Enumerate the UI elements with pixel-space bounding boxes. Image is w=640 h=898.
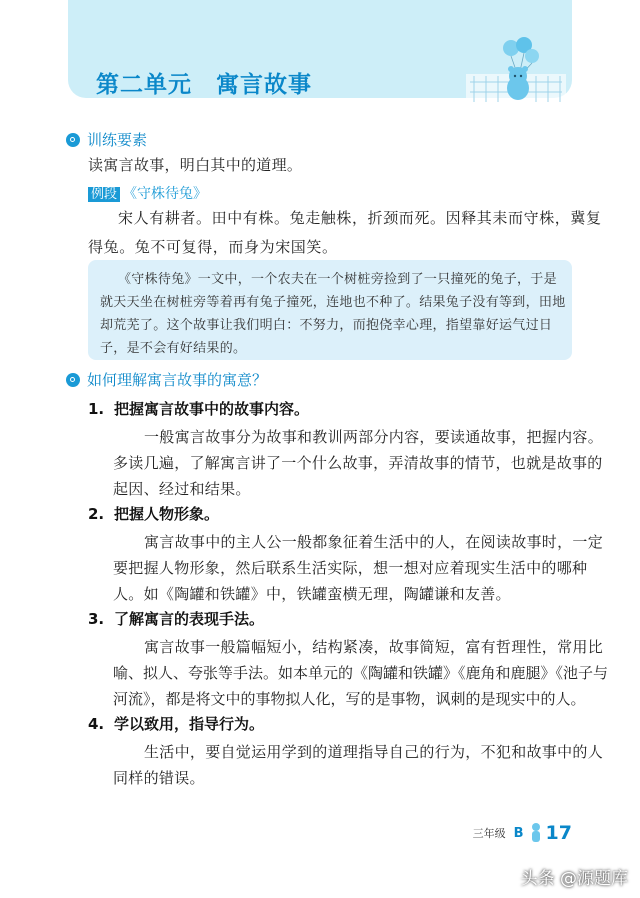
- point-text-line: 人。如《陶罐和铁罐》中，铁罐蛮横无理，陶罐谦和友善。: [113, 585, 511, 603]
- point-number: 4.: [88, 715, 105, 733]
- explanation-line: 《守株待兔》一文中，一个农夫在一个树桩旁捡到了一只撞死的兔子，于是: [118, 272, 557, 287]
- point-title: 了解寓言的表现手法。: [114, 610, 265, 628]
- point-title: 学以致用，指导行为。: [114, 715, 265, 733]
- point-heading: [88, 608, 264, 629]
- section-bullet-icon: [66, 373, 80, 387]
- section-bullet-icon: [66, 133, 80, 147]
- section-training-title: 训练要素: [87, 131, 148, 149]
- example-text-line: 得兔。兔不可复得，而身为宋国笑。: [88, 238, 338, 256]
- page-mascot-icon: [530, 822, 542, 844]
- unit-number: 第二单元: [96, 72, 192, 98]
- point-text-line: 寓言故事中的主人公一般都象征着生活中的人，在阅读故事时，一定: [144, 533, 604, 551]
- point-heading: [88, 503, 219, 524]
- example-text-line: 宋人有耕者。田中有株。兔走触株，折颈而死。因释其耒而守株，冀复: [118, 209, 602, 227]
- training-requirement: 读寓言故事，明白其中的道理。: [88, 156, 303, 174]
- point-text-line: 起因、经过和结果。: [113, 480, 251, 498]
- point-text-line: 河流》，都是将文中的事物拟人化，写的是事物，讽刺的是现实中的人。: [113, 690, 586, 708]
- edition-label: B: [513, 825, 524, 841]
- point-number: 2.: [88, 505, 105, 523]
- section-training-heading: [66, 129, 147, 150]
- section-how-to-heading: [66, 369, 267, 390]
- example-tag: 例段: [88, 187, 120, 202]
- point-text-line: 一般寓言故事分为故事和教训两部分内容，要读通故事，把握内容。: [144, 428, 604, 446]
- example-label: [88, 183, 207, 203]
- grade-label: 三年级: [472, 827, 506, 840]
- explanation-line: 就天天坐在树桩旁等着再有兔子撞死，连地也不种了。结果兔子没有等到，田地: [100, 295, 566, 310]
- point-title: 把握寓言故事中的故事内容。: [114, 400, 310, 418]
- point-text-line: 生活中，要自觉运用学到的道理指导自己的行为，不犯和故事中的人: [144, 743, 604, 761]
- example-title: 《守株待兔》: [123, 186, 208, 202]
- explanation-line: 子，是不会有好结果的。: [100, 341, 247, 356]
- page-footer: [473, 822, 572, 844]
- point-text-line: 同样的错误。: [113, 769, 205, 787]
- point-title: 把握人物形象。: [114, 505, 220, 523]
- point-number: 3.: [88, 610, 105, 628]
- point-number: 1.: [88, 400, 105, 418]
- explanation-line: 却荒芜了。这个故事让我们明白：不努力，而抱侥幸心理，指望靠好运气过日: [100, 318, 553, 333]
- page-number: 17: [545, 822, 572, 844]
- balloon-bear-illustration: [466, 36, 566, 104]
- point-text-line: 喻、拟人、夸张等手法。如本单元的《陶罐和铁罐》《鹿角和鹿腿》《池子与: [113, 664, 609, 682]
- point-text-line: 多读几遍，了解寓言讲了一个什么故事，弄清故事的情节，也就是故事的: [113, 454, 603, 472]
- unit-title: [96, 66, 312, 99]
- point-text-line: 要把握人物形象，然后联系生活实际，想一想对应着现实生活中的哪种: [113, 559, 588, 577]
- section-how-to-title: 如何理解寓言故事的寓意？: [87, 371, 268, 389]
- point-text-line: 寓言故事一般篇幅短小，结构紧凑，故事简短，富有哲理性，常用比: [144, 638, 604, 656]
- point-heading: [88, 713, 264, 734]
- point-heading: [88, 398, 309, 419]
- unit-name: 寓言故事: [216, 72, 312, 98]
- watermark-text: 头条 @源题库: [520, 869, 628, 889]
